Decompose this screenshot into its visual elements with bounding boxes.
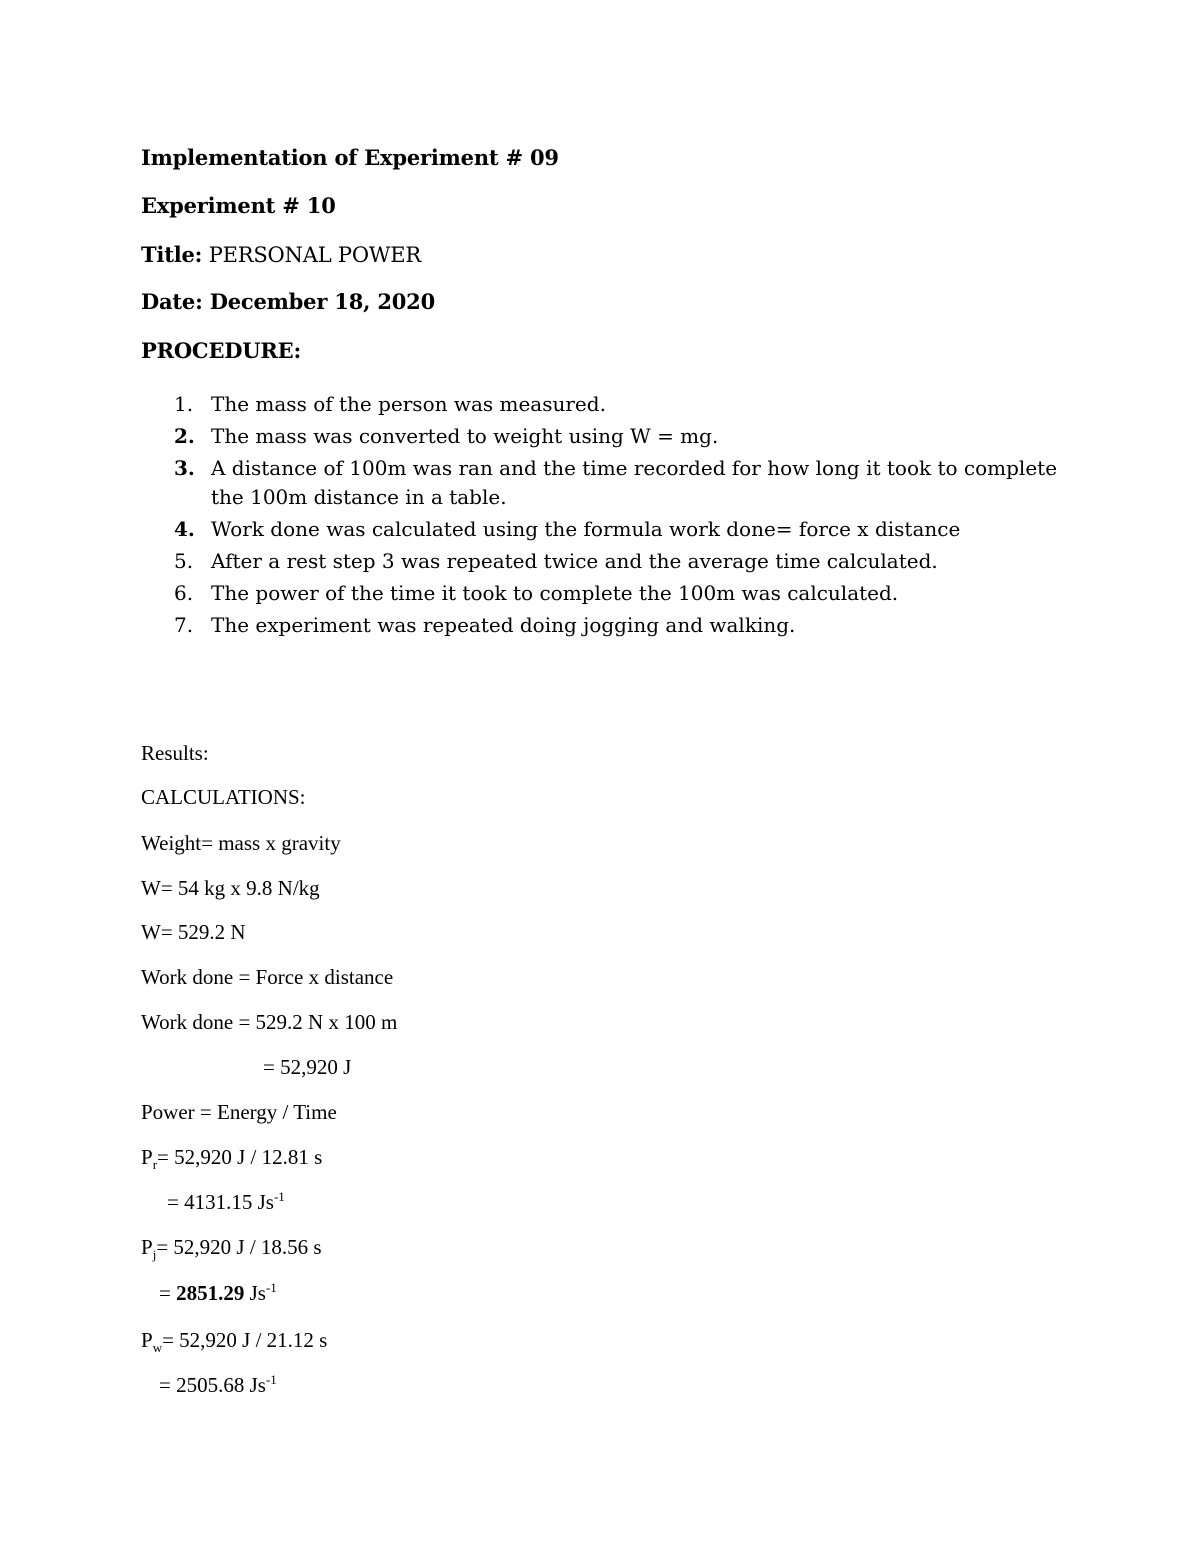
power-walk-result — [159, 1371, 277, 1399]
jog-subscript: j — [152, 1247, 157, 1262]
procedure-item — [141, 390, 1061, 419]
work-formula: Work done = Force x distance — [141, 965, 394, 989]
procedure-item-text: The power of the time it took to complete the 100m was calculated. — [211, 581, 899, 605]
weight-result: W= 529.2 N — [141, 920, 246, 944]
procedure-item-text: A distance of 100m was ran and the time recorded for how long it took to complete the 100m distance in a table. — [211, 456, 1058, 509]
procedure-item-number: 1. — [174, 392, 194, 416]
procedure-item — [141, 454, 1061, 512]
procedure-item-number: 5. — [174, 549, 194, 573]
title-label: Title: — [141, 242, 203, 267]
power-walk-expression — [141, 1326, 327, 1354]
procedure-item-text: Work done was calculated using the formula work done= force x distance — [211, 517, 961, 541]
jog-expression: = 52,920 J / 18.56 s — [156, 1235, 322, 1259]
procedure-item-text: The mass was converted to weight using W = mg. — [211, 424, 719, 448]
run-result: = 4131.15 Js — [167, 1190, 274, 1214]
title-value: PERSONAL POWER — [208, 243, 421, 267]
jog-result: 2851.29 — [176, 1281, 245, 1305]
power-jog-expression — [141, 1233, 322, 1261]
experiment-heading: Experiment # 10 — [141, 193, 336, 218]
jog-equals: = — [159, 1281, 171, 1305]
results-heading: Results: — [141, 741, 209, 765]
walk-expression: = 52,920 J / 21.12 s — [162, 1328, 328, 1352]
work-result: = 52,920 J — [263, 1055, 352, 1079]
procedure-heading: PROCEDURE: — [141, 338, 301, 363]
procedure-item-text: The mass of the person was measured. — [211, 392, 606, 416]
calculations-heading: CALCULATIONS: — [141, 785, 306, 809]
date-line: Date: December 18, 2020 — [141, 289, 435, 314]
power-formula: Power = Energy / Time — [141, 1100, 337, 1124]
weight-substitution: W= 54 kg x 9.8 N/kg — [141, 876, 320, 900]
power-symbol: P — [141, 1145, 153, 1169]
power-run-expression — [141, 1143, 322, 1171]
run-expression: = 52,920 J / 12.81 s — [157, 1145, 323, 1169]
run-subscript: r — [152, 1157, 158, 1172]
run-exponent: -1 — [273, 1189, 285, 1204]
procedure-item-number: 2. — [174, 424, 195, 448]
procedure-item — [141, 611, 1061, 640]
walk-result: = 2505.68 Js — [159, 1373, 266, 1397]
procedure-item-number: 3. — [174, 456, 195, 480]
work-substitution: Work done = 529.2 N x 100 m — [141, 1010, 398, 1034]
procedure-item — [141, 579, 1061, 608]
procedure-item-text: The experiment was repeated doing jogging and walking. — [211, 613, 796, 637]
procedure-item-text: After a rest step 3 was repeated twice and the average time calculated. — [211, 549, 938, 573]
weight-formula: Weight= mass x gravity — [141, 831, 341, 855]
title-line — [141, 241, 421, 269]
procedure-item-number: 6. — [174, 581, 194, 605]
jog-unit: Js — [249, 1281, 266, 1305]
procedure-item — [141, 515, 1061, 544]
procedure-item — [141, 547, 1061, 576]
walk-subscript: w — [152, 1340, 163, 1355]
procedure-item-number: 4. — [174, 517, 195, 541]
power-run-result — [167, 1188, 285, 1216]
power-symbol: P — [141, 1328, 153, 1352]
procedure-item-number: 7. — [174, 613, 194, 637]
power-symbol: P — [141, 1235, 153, 1259]
procedure-item — [141, 422, 1061, 451]
walk-exponent: -1 — [265, 1372, 277, 1387]
implementation-heading: Implementation of Experiment # 09 — [141, 145, 559, 170]
procedure-list — [141, 390, 1061, 643]
jog-exponent: -1 — [265, 1280, 277, 1295]
power-jog-result — [159, 1279, 277, 1307]
